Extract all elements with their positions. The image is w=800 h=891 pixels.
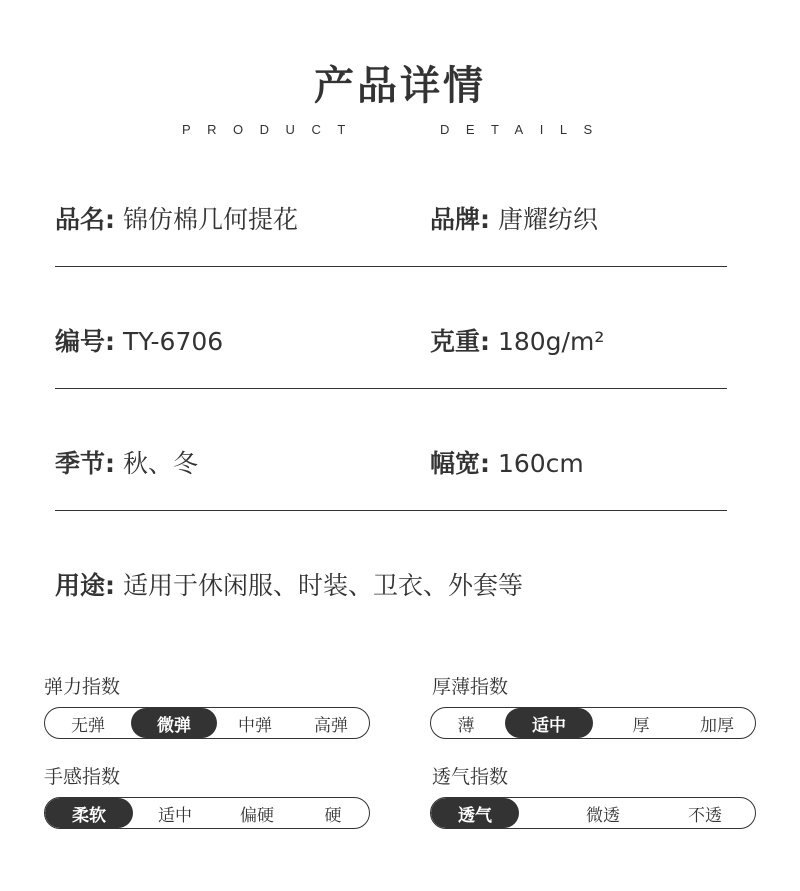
spec-row-3 — [55, 444, 727, 484]
breathability-index-selector — [430, 797, 756, 829]
spec-usage — [55, 566, 523, 602]
divider — [55, 510, 727, 511]
spec-code-value: TY-6706 — [122, 327, 224, 356]
hand-feel-option[interactable]: 柔软 — [45, 798, 133, 828]
elasticity-option[interactable]: 高弹 — [314, 715, 348, 736]
thickness-option[interactable]: 薄 — [457, 715, 475, 736]
breathability-option[interactable]: 不透 — [688, 805, 722, 826]
spec-brand-key: 品牌: — [430, 205, 490, 234]
spec-season-key: 季节: — [55, 449, 115, 478]
spec-name — [55, 200, 298, 236]
spec-name-value: 锦仿棉几何提花 — [122, 205, 298, 234]
spec-code — [55, 322, 223, 358]
spec-width — [430, 444, 584, 480]
breathability-option[interactable]: 微透 — [586, 805, 620, 826]
elasticity-index-selector — [44, 707, 370, 739]
spec-brand — [430, 200, 598, 236]
thickness-index-selector — [430, 707, 756, 739]
spec-weight-key: 克重: — [430, 327, 490, 356]
spec-weight-value: 180g/m² — [497, 327, 605, 356]
thickness-option[interactable]: 适中 — [505, 708, 593, 738]
divider — [55, 388, 727, 389]
subtitle-details: DETAILS — [440, 122, 609, 137]
breathability-index-label: 透气指数 — [432, 766, 509, 788]
spec-brand-value: 唐耀纺织 — [497, 205, 598, 234]
spec-weight — [430, 322, 604, 358]
breathability-option[interactable]: 透气 — [431, 798, 519, 828]
thickness-option[interactable]: 加厚 — [700, 715, 734, 736]
spec-width-value: 160cm — [497, 449, 584, 478]
thickness-option[interactable]: 厚 — [632, 715, 650, 736]
elasticity-option[interactable]: 中弹 — [238, 715, 272, 736]
elasticity-option[interactable]: 微弹 — [131, 708, 217, 738]
hand-feel-index-selector — [44, 797, 370, 829]
spec-usage-value: 适用于休闲服、时装、卫衣、外套等 — [122, 571, 523, 600]
hand-feel-option[interactable]: 硬 — [324, 805, 342, 826]
page-title: 产品详情 — [314, 63, 486, 109]
spec-width-key: 幅宽: — [430, 449, 490, 478]
elasticity-index-label: 弹力指数 — [44, 676, 121, 698]
spec-usage-key: 用途: — [55, 571, 115, 600]
divider — [55, 266, 727, 267]
hand-feel-option[interactable]: 适中 — [158, 805, 192, 826]
spec-row-4 — [55, 566, 727, 606]
thickness-index-label: 厚薄指数 — [432, 676, 509, 698]
spec-row-1 — [55, 200, 727, 240]
spec-row-2 — [55, 322, 727, 362]
hand-feel-index-label: 手感指数 — [44, 766, 121, 788]
page-subtitle — [0, 122, 800, 138]
spec-code-key: 编号: — [55, 327, 115, 356]
spec-season-value: 秋、冬 — [122, 449, 198, 478]
elasticity-option[interactable]: 无弹 — [71, 715, 105, 736]
hand-feel-option[interactable]: 偏硬 — [240, 805, 274, 826]
subtitle-product: PRODUCT — [182, 122, 362, 137]
spec-season — [55, 444, 198, 480]
spec-name-key: 品名: — [55, 205, 115, 234]
